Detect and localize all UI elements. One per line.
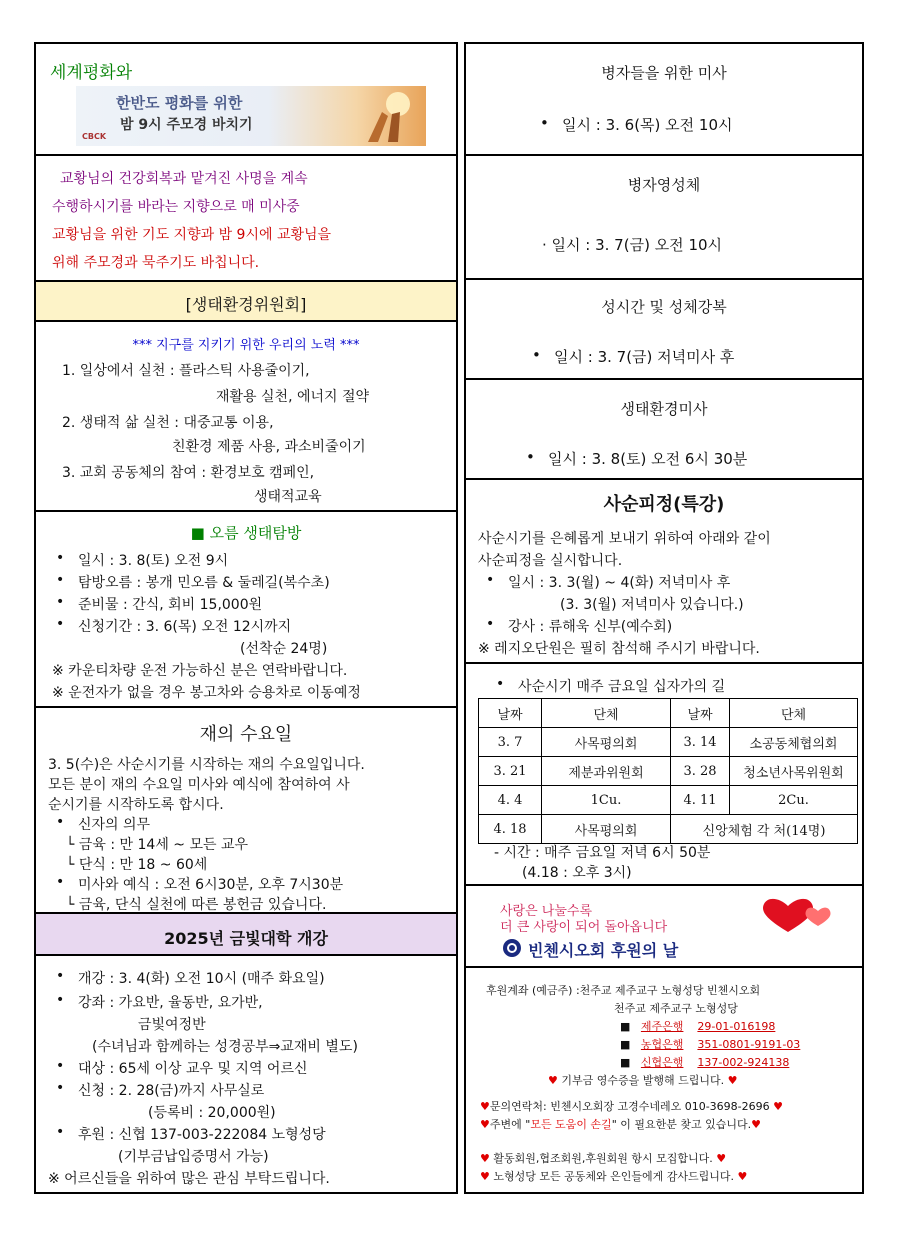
header-group-2: 단체 (730, 699, 858, 728)
retreat-date: • 일시 : 3. 3(월) ~ 4(화) 저녁미사 후 (508, 572, 730, 592)
oreum-note-2: ※ 운전자가 없을 경우 봉고차와 승용차로 이동예정 (52, 685, 361, 701)
bank-name: 농협은행 (640, 1038, 684, 1051)
receipt-text: 기부금 영수증을 발행해 드립니다. (561, 1074, 725, 1087)
recruit-text: 활동회원,협조회원,후원회원 항시 모집합니다. (493, 1152, 713, 1165)
univ-course-cont: 금빛여정반 (138, 1017, 206, 1033)
table-row (479, 728, 858, 757)
ash-para-2: 모든 분이 재의 수요일 미사와 예식에 참여하여 사 (48, 777, 350, 793)
heart-icon: ♥ (480, 1118, 490, 1131)
sick-mass-title: 병자들을 위한 미사 (601, 64, 727, 82)
table-cell: 3. 14 (671, 728, 730, 757)
ash-para-1: 3. 5(수)은 사순시기를 시작하는 재의 수요일입니다. (48, 757, 365, 773)
account-line-2: 천주교 제주교구 노형성당 (614, 1002, 738, 1015)
oreum-section (34, 510, 458, 708)
help-highlight: 모든 도움이 손길 (530, 1118, 612, 1131)
univ-receipt: (기부금납입증명서 가능) (118, 1149, 269, 1165)
table-cell: 3. 21 (479, 757, 542, 786)
eco-line-3: 2. 생태적 삶 실천 : 대중교통 이용, (62, 415, 274, 431)
ash-mass-title: • 미사와 예식 : 오전 6시30분, 오후 7시30분 (78, 874, 343, 894)
table-cell: 소공동체협의회 (730, 728, 858, 757)
contact-row (480, 1098, 783, 1114)
heart-icon: ♥ (716, 1152, 727, 1165)
bank-row (620, 1018, 775, 1034)
oreum-item-4: • 신청기간 : 3. 6(목) 오전 12시까지 (78, 616, 291, 636)
oreum-item-1: • 일시 : 3. 8(토) 오전 9시 (78, 550, 228, 570)
adoration-title: 성시간 및 성체강복 (601, 298, 727, 316)
adoration-date: • 일시 : 3. 7(금) 저녁미사 후 (554, 346, 734, 367)
table-row (479, 815, 858, 844)
table-header-row (479, 699, 858, 728)
eco-mass-title: 생태환경미사 (620, 400, 708, 418)
pope-section (34, 154, 458, 282)
header-group-1: 단체 (542, 699, 671, 728)
ash-title: 재의 수요일 (199, 724, 293, 745)
table-cell: 신앙체험 각 처(14명) (671, 815, 858, 844)
help-suffix: " 이 필요한분 찾고 있습니다. (611, 1118, 752, 1131)
peace-banner-line2: 밤 9시 주모경 바치기 (120, 117, 253, 133)
univ-item-3: • 대상 : 65세 이상 교우 및 지역 어르신 (78, 1058, 308, 1078)
univ-closing: ※ 어르신들을 위하여 많은 관심 부탁드립니다. (48, 1171, 330, 1187)
peace-banner-line1: 한반도 평화를 위한 (116, 94, 243, 112)
univ-item-1: • 개강 : 3. 4(화) 오전 10시 (매주 화요일) (78, 968, 325, 988)
stations-time: - 시간 : 매주 금요일 저녁 6시 50분 (494, 845, 711, 861)
eco-committee-body (34, 320, 458, 512)
eco-committee-title: [생태환경위원회] (185, 295, 307, 314)
table-cell: 4. 18 (479, 815, 542, 844)
oreum-item-2: • 탐방오름 : 봉개 민오름 & 둘레길(복수초) (78, 572, 330, 592)
oreum-sub: (선착순 24명) (240, 641, 328, 657)
retreat-para-2: 사순피정을 실시합니다. (478, 553, 623, 569)
eco-line-6: 생태적교육 (254, 489, 322, 505)
university-header (34, 912, 458, 956)
peace-title: 세계평화와 (50, 63, 133, 83)
eco-line-1: 1. 일상에서 실천 : 플라스틱 사용줄이기, (62, 363, 310, 379)
univ-fee: (등록비 : 20,000원) (148, 1105, 276, 1121)
heart-icon: ♥ (548, 1074, 558, 1087)
eco-line-2: 재활용 실천, 에너지 절약 (216, 389, 370, 405)
table-cell: 4. 11 (671, 786, 730, 815)
vincent-logo-icon (502, 938, 522, 958)
univ-course-note: (수녀님과 함께하는 성경공부⇒교재비 별도) (92, 1039, 358, 1055)
header-date-1: 날짜 (479, 699, 542, 728)
oreum-item-3: • 준비물 : 간식, 회비 15,000원 (78, 594, 262, 614)
heart-icon: ♥ (737, 1170, 748, 1183)
pope-line-2: 수행하시기를 바라는 지향으로 매 미사중 (52, 199, 300, 215)
retreat-note: ※ 레지오단원은 필히 참석해 주시기 바랍니다. (478, 641, 760, 657)
bank-bullet-icon: ■ (620, 1020, 631, 1033)
vincent-line-1: 사랑은 나눌수록 (500, 904, 593, 919)
bank-bullet-icon: ■ (620, 1038, 631, 1051)
peace-banner (76, 86, 426, 146)
heart-icon: ♥ (480, 1170, 490, 1183)
heart-icon: ♥ (480, 1152, 490, 1165)
contact-text: 문의연락처: 빈첸시오회장 고경수네레오 010-3698-2696 (489, 1100, 770, 1113)
ash-mass-sub: └ 금육, 단식 실천에 따른 봉헌금 있습니다. (66, 897, 327, 913)
retreat-title: 사순피정(특강) (603, 494, 725, 515)
sick-communion-date: · 일시 : 3. 7(금) 오전 10시 (542, 236, 723, 254)
ash-duty-title: • 신자의 의무 (78, 814, 150, 834)
pope-line-4: 위해 주모경과 묵주기도 바칩니다. (52, 255, 260, 271)
eco-line-4: 친환경 제품 사용, 과소비줄이기 (172, 439, 366, 455)
bank-bullet-icon: ■ (620, 1056, 631, 1069)
university-title: 2025년 금빛대학 개강 (164, 929, 328, 948)
recruit-row (480, 1150, 726, 1166)
peace-section (34, 42, 458, 156)
stations-title: • 사순시기 매주 금요일 십자가의 길 (518, 676, 725, 696)
heart-icon (758, 896, 844, 936)
receipt-row (548, 1072, 738, 1088)
table-cell: 4. 4 (479, 786, 542, 815)
bank-name: 신협은행 (640, 1056, 684, 1069)
help-row (480, 1116, 761, 1132)
pope-line-1: 교황님의 건강회복과 맡겨진 사명을 계속 (60, 171, 308, 187)
header-date-2: 날짜 (671, 699, 730, 728)
table-cell: 3. 28 (671, 757, 730, 786)
oreum-note-1: ※ 카운티차량 운전 가능하신 분은 연락바랍니다. (52, 663, 348, 679)
bank-row (620, 1036, 800, 1052)
account-line-1: 후원계좌 (예금주) :천주교 제주교구 노형성당 빈첸시오회 (486, 984, 761, 997)
vincent-line-2: 더 큰 사랑이 되어 돌아옵니다 (500, 920, 668, 935)
sick-communion-section (464, 154, 864, 280)
table-row (479, 757, 858, 786)
bank-row (620, 1054, 789, 1070)
eco-mass-date: • 일시 : 3. 8(토) 오전 6시 30분 (548, 448, 747, 469)
table-cell: 제분과위원회 (542, 757, 671, 786)
univ-item-5: • 후원 : 신협 137-003-222084 노형성당 (78, 1124, 326, 1144)
bank-name: 제주은행 (640, 1020, 684, 1033)
bank-number: 137-002-924138 (697, 1056, 790, 1069)
praying-hands-icon (348, 90, 418, 142)
pope-line-3: 교황님을 위한 기도 지향과 밤 9시에 교황님을 (52, 227, 332, 243)
ash-wednesday-section (34, 706, 458, 914)
ash-duty-2: └ 단식 : 만 18 ~ 60세 (66, 857, 208, 873)
vincent-banner (464, 884, 864, 968)
retreat-date-note: (3. 3(월) 저녁미사 있습니다.) (560, 597, 744, 613)
retreat-lecturer: • 강사 : 류해욱 신부(예수회) (508, 616, 672, 636)
heart-icon: ♥ (727, 1074, 738, 1087)
sick-mass-section (464, 42, 864, 156)
university-body (34, 954, 458, 1194)
bank-number: 351-0801-9191-03 (697, 1038, 801, 1051)
oreum-title: ■ 오름 생태탐방 (190, 524, 302, 542)
eco-committee-header (34, 280, 458, 322)
stations-time-note: (4.18 : 오후 3시) (522, 865, 632, 881)
heart-icon: ♥ (773, 1100, 784, 1113)
table-cell: 1Cu. (542, 786, 671, 815)
table-cell: 청소년사목위원회 (730, 757, 858, 786)
eco-line-5: 3. 교회 공동체의 참여 : 환경보호 캠페인, (62, 465, 315, 481)
donation-section (464, 966, 864, 1194)
stations-section (464, 662, 864, 886)
stations-table (478, 698, 858, 844)
help-prefix: 주변에 " (489, 1118, 531, 1131)
vincent-line-3: 빈첸시오회 후원의 날 (528, 941, 679, 960)
thanks-row (480, 1168, 747, 1184)
table-cell: 3. 7 (479, 728, 542, 757)
sick-mass-date: • 일시 : 3. 6(목) 오전 10시 (562, 114, 732, 135)
eco-subtitle: *** 지구를 지키기 위한 우리의 노력 *** (132, 338, 360, 353)
table-cell: 사목평의회 (542, 815, 671, 844)
ash-para-3: 순시기를 시작하도록 합시다. (48, 797, 224, 813)
cbck-logo: CBCK (82, 132, 107, 141)
thanks-text: 노형성당 모든 공동체와 은인들에게 감사드립니다. (493, 1170, 735, 1183)
retreat-para-1: 사순시기를 은혜롭게 보내기 위하여 아래와 같이 (478, 531, 771, 547)
heart-icon: ♥ (480, 1100, 490, 1113)
sick-communion-title: 병자영성체 (627, 176, 701, 194)
univ-item-4: • 신청 : 2. 28(금)까지 사무실로 (78, 1080, 264, 1100)
univ-item-2: • 강좌 : 가요반, 율동반, 요가반, (78, 992, 263, 1012)
retreat-section (464, 478, 864, 664)
ash-duty-1: └ 금육 : 만 14세 ~ 모든 교우 (66, 837, 249, 853)
table-cell: 사목평의회 (542, 728, 671, 757)
bank-number: 29-01-016198 (697, 1020, 776, 1033)
heart-icon: ♥ (751, 1118, 761, 1131)
table-row (479, 786, 858, 815)
eco-mass-section (464, 378, 864, 480)
table-cell: 2Cu. (730, 786, 858, 815)
adoration-section (464, 278, 864, 380)
